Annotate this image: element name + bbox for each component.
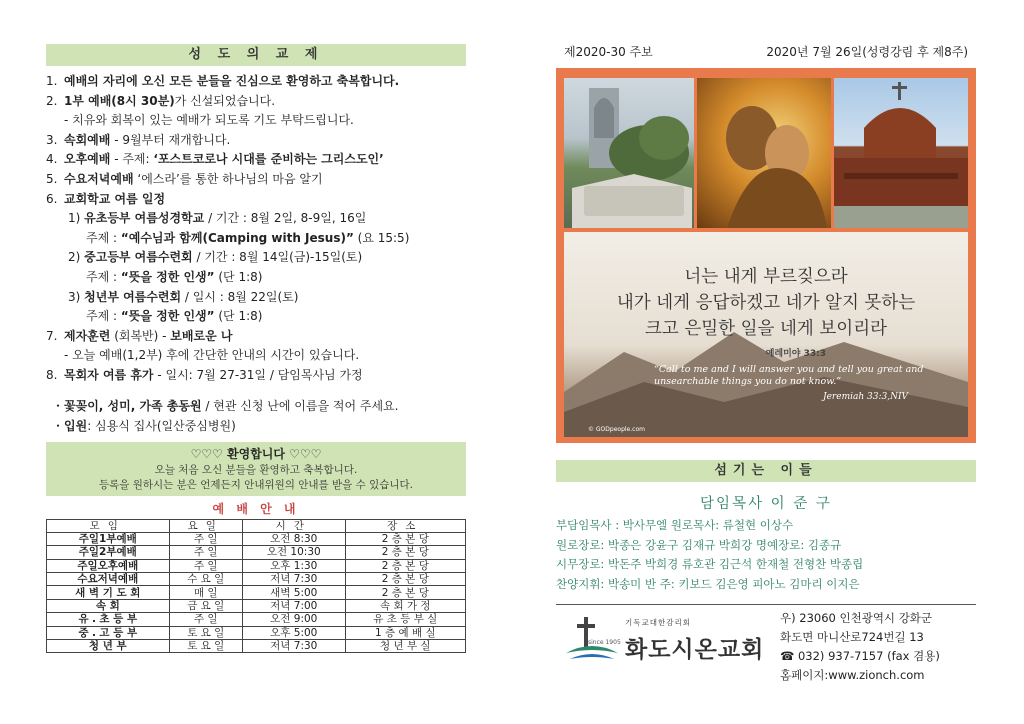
denomination-name: 기독교대한감리회 — [625, 618, 691, 627]
table-cell: 매 일 — [169, 586, 242, 599]
text-run: (단 1:8) — [214, 269, 263, 284]
notice-item — [46, 366, 466, 386]
notice-text — [64, 111, 354, 131]
staff-line: 부담임목사 : 박사무엘 원로목사: 류철현 이상수 — [556, 518, 794, 532]
text-run: 2) — [68, 250, 85, 265]
table-cell: 저녁 7:30 — [242, 573, 345, 586]
table-cell: 새벽 5:00 — [242, 586, 345, 599]
text-run: 유초등부 여름성경학교 — [84, 211, 205, 226]
text-run: ‘에스라’를 통한 하나님의 마음 알기 — [133, 171, 323, 186]
table-cell: 저녁 7:30 — [242, 640, 345, 653]
table-cell: 2 층 본 당 — [345, 573, 465, 586]
website-line: 홈페이지:www.zionch.com — [780, 668, 925, 682]
extra-notice — [52, 416, 466, 436]
text-run: 청년부 여름수련회 — [84, 289, 182, 304]
notice-item — [46, 327, 466, 347]
text-run: 수요저녁예배 — [64, 171, 134, 186]
verse-line: 너는 내게 부르짖으라 — [684, 267, 848, 287]
notice-number: 3. — [46, 132, 58, 147]
notice-item — [46, 229, 466, 249]
text-run: : 심용식 집사(일산중심병원) — [87, 418, 236, 433]
text-run: 제자훈련 — [64, 328, 111, 343]
issue-number: 제2020-30 주보 — [564, 45, 653, 59]
notice-item — [46, 248, 466, 268]
church-address — [780, 609, 940, 685]
text-run: “뜻을 정한 인생” — [120, 309, 215, 324]
text-run: 주제 : — [86, 230, 121, 245]
welcome-title: ♡♡♡ 환영합니다 ♡♡♡ — [190, 446, 322, 461]
phone-line: ☎ 032) 937-7157 (fax 겸용) — [780, 649, 940, 663]
text-run: / 현관 신청 난에 이름을 적어 주세요. — [201, 398, 399, 413]
text-run: 입원 — [64, 418, 88, 433]
table-cell: 중 ․ 고 등 부 — [47, 626, 170, 639]
text-run: 1) — [68, 211, 85, 226]
verse-english: “Call to me and I will answer you and tell you great and unsearchable things you do not know.” — [654, 364, 924, 387]
table-cell: 주 일 — [169, 546, 242, 559]
table-cell: 새 벽 기 도 회 — [47, 586, 170, 599]
text-run: 보배로운 나 — [170, 328, 233, 343]
table-cell: 주일오후예배 — [47, 559, 170, 572]
table-cell: 주 일 — [169, 613, 242, 626]
senior-pastor: 담임목사 이 준 구 — [700, 496, 832, 512]
notice-item — [46, 72, 466, 92]
text-run: (요 15:5) — [353, 230, 410, 245]
notice-number: 8. — [46, 367, 58, 382]
jesus-painting-photo — [697, 78, 831, 228]
welcome-box — [46, 442, 466, 496]
verse-line: 내가 네게 응답하겠고 네가 알지 못하는 — [616, 293, 916, 313]
notice-text — [64, 346, 359, 366]
table-cell: 주일1부예배 — [47, 532, 170, 545]
notice-text — [64, 92, 275, 112]
left-column — [46, 44, 466, 653]
notice-number: 2. — [46, 93, 58, 108]
staff-list — [556, 516, 976, 594]
table-cell: 금 요 일 — [169, 599, 242, 612]
text-run: 가 신설되었습니다. — [174, 93, 276, 108]
staff-line: 원로장로: 박종은 강윤구 김재규 박희강 명예장로: 김종규 — [556, 537, 842, 552]
text-run: - 치유와 회복이 있는 예배가 되도록 기도 부탁드립니다. — [64, 113, 354, 128]
table-cell: 오전 9:00 — [242, 613, 345, 626]
table-cell: 2 층 본 당 — [345, 532, 465, 545]
text-run: - 주제: — [110, 152, 154, 167]
text-run: 오후예배 — [64, 152, 111, 167]
notice-item — [46, 346, 466, 366]
table-cell: 1 층 예 배 실 — [345, 626, 465, 639]
table-cell: 오후 5:00 — [242, 626, 345, 639]
notice-item — [46, 150, 466, 170]
extra-notices — [46, 396, 466, 436]
bulletin-header — [556, 44, 976, 60]
text-run: 3) — [68, 289, 85, 304]
table-cell: 2 층 본 당 — [345, 559, 465, 572]
table-cell: 속 회 가 정 — [345, 599, 465, 612]
notice-text — [64, 366, 363, 386]
table-cell: 토 요 일 — [169, 626, 242, 639]
notice-number: 1. — [46, 74, 58, 88]
text-run: 1부 예배(8시 30분) — [64, 93, 175, 108]
verse-image — [564, 232, 968, 437]
table-cell: 주 일 — [169, 559, 242, 572]
bulletin-date: 2020년 7월 26일(성령강림 후 제8주) — [766, 45, 968, 59]
table-cell: 토 요 일 — [169, 640, 242, 653]
church-logo — [560, 613, 770, 673]
welcome-line: 등록을 원하시는 분은 언제든지 안내위원의 안내를 받을 수 있습니다. — [98, 478, 414, 491]
notice-text — [86, 268, 262, 288]
notice-text — [68, 288, 298, 308]
service-table — [46, 519, 466, 654]
notice-number: 6. — [46, 191, 58, 206]
text-run: 꽃꽂이, 성미, 가족 총동원 — [64, 398, 202, 413]
notice-text — [64, 190, 165, 210]
table-row — [47, 613, 466, 626]
text-run: ‘포스트코로나 시대를 준비하는 그리스도인’ — [153, 152, 384, 167]
address-line: 화도면 마니산로724번길 13 — [780, 630, 924, 644]
extra-notice — [52, 396, 466, 416]
serve-header: 섬기는 이들 — [556, 460, 976, 482]
table-row — [47, 640, 466, 653]
service-table-header — [47, 519, 466, 532]
text-run: 주제 : — [86, 309, 121, 324]
table-cell: 청 년 부 — [47, 640, 170, 653]
table-row — [47, 586, 466, 599]
welcome-line: 오늘 처음 오신 분들을 환영하고 축복합니다. — [154, 463, 358, 476]
text-run: 속회예배 — [64, 132, 111, 147]
notice-text — [64, 327, 232, 347]
table-cell: 오전 10:30 — [242, 546, 345, 559]
text-run: (회복반) - — [110, 328, 171, 343]
table-cell: 2 층 본 당 — [345, 586, 465, 599]
table-row — [47, 532, 466, 545]
table-cell: 수요저녁예배 — [47, 573, 170, 586]
image-credit: © GODpeople.com — [588, 426, 645, 433]
notice-text — [68, 209, 366, 229]
church-footer — [556, 604, 976, 694]
table-cell: 저녁 7:00 — [242, 599, 345, 612]
notice-item — [46, 92, 466, 112]
right-column — [556, 44, 976, 694]
text-run: “뜻을 정한 인생” — [120, 269, 215, 284]
notice-list — [46, 72, 466, 386]
table-row — [47, 573, 466, 586]
table-row — [47, 546, 466, 559]
photo-frame — [556, 68, 976, 443]
text-run: 주제 : — [86, 269, 121, 284]
text-run: ・ — [52, 398, 65, 413]
address-line: 우) 23060 인천광역시 강화군 — [780, 611, 933, 625]
notice-item — [46, 170, 466, 190]
table-row — [47, 626, 466, 639]
church-name: 화도시온교회 — [625, 637, 765, 663]
text-run: 예배의 자리에 오신 모든 분들을 진심으로 환영하고 축복합니다. — [64, 74, 400, 88]
text-run: / 기간 : 8월 2일, 8-9일, 16일 — [204, 211, 367, 226]
since-label: since 1905 — [588, 639, 621, 646]
service-title: 예 배 안 내 — [212, 501, 300, 516]
table-cell: 주 일 — [169, 532, 242, 545]
church-building-photo — [834, 78, 968, 228]
text-run: ・ — [52, 418, 65, 433]
notice-item — [46, 111, 466, 131]
verse-english-reference: Jeremiah 33:3,NIV — [823, 392, 908, 402]
notice-text — [86, 307, 262, 327]
notice-number: 5. — [46, 171, 58, 186]
notice-text — [86, 229, 409, 249]
notice-text — [64, 72, 399, 92]
table-cell: 청 년 부 실 — [345, 640, 465, 653]
text-run: 교회학교 여름 일정 — [64, 191, 166, 206]
col-header: 시간 — [242, 519, 345, 532]
table-cell: 수 요 일 — [169, 573, 242, 586]
col-header: 장소 — [345, 519, 465, 532]
text-run: / 일시 : 8월 22일(토) — [181, 289, 299, 304]
notice-text — [64, 131, 230, 151]
text-run: (단 1:8) — [214, 309, 263, 324]
staff-line: 시무장로: 박돈주 박희경 류호관 김근석 한재철 전형찬 박종립 — [556, 557, 864, 571]
notice-text — [64, 150, 384, 170]
staff-line: 찬양지휘: 박송미 반 주: 키보드 김은영 피아노 김마리 이지은 — [556, 576, 860, 591]
col-header: 요일 — [169, 519, 242, 532]
verse-line: 크고 은밀한 일을 네게 보이리라 — [644, 319, 887, 339]
notice-text — [64, 170, 323, 190]
text-run: - 9월부터 재개합니다. — [110, 132, 231, 147]
notice-number: 4. — [46, 152, 58, 167]
text-run: / 기간 : 8월 14일(금)-15일(토) — [192, 250, 363, 265]
text-run: - 일시: 7월 27-31일 / 담임목사님 가정 — [153, 367, 363, 382]
verse-korean — [564, 264, 968, 342]
notice-number: 7. — [46, 328, 58, 343]
table-cell: 오후 1:30 — [242, 559, 345, 572]
text-run: “예수님과 함께(Camping with Jesus)” — [120, 230, 354, 245]
col-header: 모임 — [47, 519, 170, 532]
text-run: 목회자 여름 휴가 — [64, 367, 154, 382]
notice-item — [46, 268, 466, 288]
table-row — [47, 599, 466, 612]
table-cell: 유 초 등 부 실 — [345, 613, 465, 626]
table-row — [47, 559, 466, 572]
notice-item — [46, 209, 466, 229]
notice-item — [46, 307, 466, 327]
table-cell: 속 회 — [47, 599, 170, 612]
table-cell: 유 ․ 초 등 부 — [47, 613, 170, 626]
verse-reference: 예레미야 33:3 — [765, 349, 826, 359]
notice-header: 성 도 의 교 제 — [46, 44, 466, 66]
table-cell: 2 층 본 당 — [345, 546, 465, 559]
table-cell: 주일2부예배 — [47, 546, 170, 559]
notice-text — [68, 248, 362, 268]
text-run: 중고등부 여름수련회 — [84, 250, 193, 265]
notice-item — [46, 288, 466, 308]
bell-monument-photo — [564, 78, 694, 228]
text-run: - 오늘 예배(1,2부) 후에 간단한 안내의 시간이 있습니다. — [64, 348, 360, 363]
notice-item — [46, 190, 466, 210]
table-cell: 오전 8:30 — [242, 532, 345, 545]
notice-item — [46, 131, 466, 151]
